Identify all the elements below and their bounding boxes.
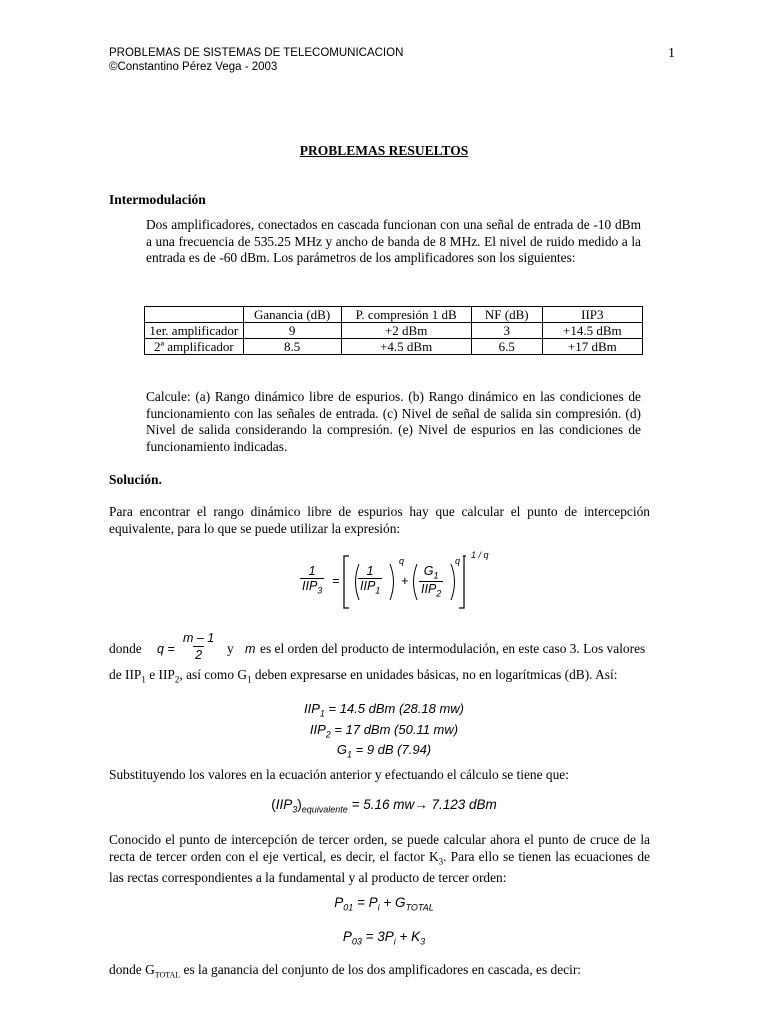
paragraph-k3: Conocido el punto de intercepción de tercer orden, se puede calcular ahora el punto de cruce de la recta de tercer orden con el eje vertical, es decir, el factor $K_3$. Para ello se tienen las ecuaciones de las rectas correspondientes a la fundamental y al producto de tercer orden: [109, 832, 650, 885]
table-header-cell: IIP3 [542, 307, 642, 323]
table-row [145, 339, 643, 355]
table-cell: 1er. amplificador [145, 323, 244, 339]
q-definition: donde q = $\frac{m - 1}{2}$ y m es el orden del producto de intermodulación, en este caso 3. Los valores [109, 631, 646, 662]
table-cell: +14.5 dBm [542, 323, 642, 339]
table-header-cell: Ganancia (dB) [243, 307, 341, 323]
table-header-row [145, 307, 643, 323]
value-iip1: $IIP_1 = 14.5$ dBm (28.18 mw) [303, 701, 464, 719]
table-header-cell: NF (dB) [471, 307, 542, 323]
table-row [145, 323, 643, 339]
table-cell: +17 dBm [542, 339, 642, 355]
table-cell: 3 [471, 323, 542, 339]
table-cell: 9 [243, 323, 341, 339]
value-g1: $G_1 = 9$ dB (7.94) [336, 742, 432, 760]
equation-p03: $P_{03} = 3P_i + K_3$ [342, 929, 426, 947]
paragraph-substitution: Substituyendo los valores en la ecuación anterior y efectuando el cálculo se tiene que: [109, 767, 569, 782]
solution-label: Solución. [109, 472, 162, 487]
table-header-cell: P. compresión 1 dB [341, 307, 471, 323]
term1-fraction: 1 $IIP_1$ [360, 564, 381, 596]
table-cell: 6.5 [471, 339, 542, 355]
parameters-table [144, 306, 643, 355]
table-cell: +2 dBm [341, 323, 471, 339]
value-iip2: $IIP_2 = 17$ dBm (50.11 mw) [309, 721, 459, 740]
paragraph-gtotal: donde $G_{TOTAL}$ es la ganancia del conjunto de los dos amplificadores en cascada, es decir: [109, 962, 582, 980]
page-number: 1 [668, 46, 675, 61]
q-fraction: $\frac{m - 1}{2}$ [183, 631, 215, 662]
equation-p01: $P_{01} = P_i + G_{TOTAL}$ [334, 895, 434, 913]
questions: Calcule: (a) Rango dinámico libre de espurios. (b) Rango dinámico en las condiciones de funcionamiento con las señales de entrada. (c) Nivel de señal de salida sin compresión. (d) Nivel de salida considerando la compresión. (e) Nivel de espurios en las condiciones de funcionamiento indicadas. [146, 389, 641, 454]
problem-statement: Dos amplificadores, conectados en cascada funcionan con una señal de entrada de -10 dBm a una frecuencia de 535.25 MHz y ancho de banda de 8 MHz. El nivel de ruido medido a la entrada es de -60 dBm. Los parámetros de los amplificadores son los siguientes: [146, 217, 641, 265]
paragraph-intercept: Para encontrar el rango dinámico libre de espurios hay que calcular el punto de intercepción equivalente, para lo que se puede utilizar la expresión: [109, 504, 650, 536]
header-title: PROBLEMAS DE SISTEMAS DE TELECOMUNICACION [109, 47, 404, 59]
lhs-fraction: 1 $IIP_3$ [302, 564, 323, 596]
header [109, 46, 403, 74]
result-equation: $(IIP_3)_{equivalente} = 5.16$ mw→ 7.123 dBm [271, 797, 497, 815]
equation-iip3: 1 $IIP_3$ = 1 $IIP_1$ q + $G_1$ $IIP_2$ q 1 / q [300, 552, 500, 612]
values-block [0, 701, 768, 763]
header-copyright: ©Constantino Pérez Vega - 2003 [109, 61, 278, 73]
page-title: PROBLEMAS RESUELTOS [299, 143, 469, 158]
table-cell: 8.5 [243, 339, 341, 355]
paragraph-units: de $IIP_1$ e $IIP_2$, así como $G_1$ deben expresarse en unidades básicas, no en logarítmicas (dB). Así: [109, 667, 618, 685]
table-header-cell [145, 307, 244, 323]
table-cell: +4.5 dBm [341, 339, 471, 355]
table-cell: 2ª amplificador [145, 339, 244, 355]
section-title: Intermodulación [109, 192, 206, 207]
term2-fraction: $G_1$ $IIP_2$ [421, 564, 442, 598]
